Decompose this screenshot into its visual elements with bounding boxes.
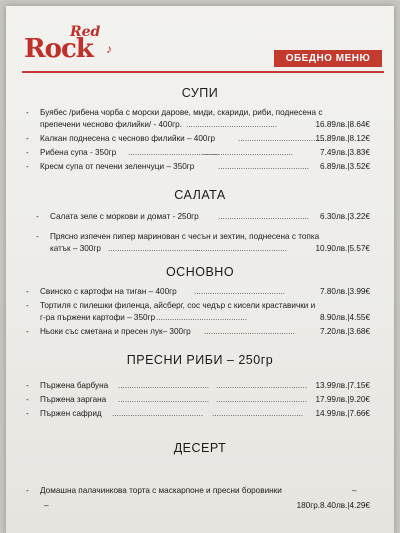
menu-item-main-2: - Тортиля с пилешки филенца, айсберг, сос чедър с кисели краставички и [26,301,316,310]
section-heading-fish: ПРЕСНИ РИБИ – 250гр [126,353,274,367]
menu-item-soup-1: - Буябес /рибена чорба с морски дарове, миди, скариди, риби, поднесена с [26,108,323,117]
menu-item-dessert-1: - Домашна палачинкова торта с маскарпоне и пресни боровинки – [26,486,357,495]
section-heading-main: ОСНОВНО [165,265,235,279]
price: 15.89лв.|8.12€ [315,134,370,143]
menu-item-soup-3: - Рибена супа - 350гр ........................................ ........................................ 7.49лв.|3.83€ [26,148,370,157]
menu-item-soup-2: - Калкан поднесена с чесново филийки – 400гр ........................................ 15.89лв.|8.12€ [26,134,370,143]
menu-item-fish-2: - Пържена заргана ........................................ ........................................ 17.99лв.|9.20€ [26,395,370,404]
price: 13.99лв.|7.15€ [315,381,370,390]
restaurant-logo [22,24,122,70]
price: 10.90лв.|5.57€ [315,244,370,253]
price: 14.99лв.|7.66€ [315,409,370,418]
logo-rock: Rock [24,34,93,64]
section-heading-dessert: ДЕСЕРТ [173,441,227,455]
menu-item-salad-2: - Прясно изпечен пипер маринован с чесън и зехтин, поднесена с топка [36,232,320,241]
logo-red: Red [70,24,101,40]
price: 180гр.8.40лв.|4.29€ [296,501,370,510]
menu-item-fish-3: - Пържен сафрид ........................................ ........................................ 14.99лв.|7.66€ [26,409,370,418]
menu-item-soup-1-cont: препечени чесново филийки/ - 400гр. ........................................ 16.89лв.|8.64€ [40,120,370,129]
menu-item-dessert-1-cont: – 180гр.8.40лв.|4.29€ [44,501,370,510]
section-heading-soups: СУПИ [181,86,219,100]
price: 17.99лв.|9.20€ [315,395,370,404]
menu-item-fish-1: - Пържена барбуна ........................................ ........................................ 13.99лв.|7.15€ [26,381,370,390]
header-divider [22,71,384,73]
menu-item-main-2-cont: г-ра пържени картофи – 350гр ........................................ 8.90лв.|4.55€ [40,313,370,322]
price: 6.30лв.|3.22€ [320,212,370,221]
price: 8.90лв.|4.55€ [320,313,370,322]
menu-item-salad-1: - Салата зеле с моркови и домат - 250гр ........................................ 6.30лв.|3.22€ [36,212,370,221]
menu-item-soup-4: - Кресм супа от печени зеленчуци – 350гр ........................................ 6.89лв.|3.52€ [26,162,370,171]
price: 16.89лв.|8.64€ [315,120,370,129]
menu-item-salad-2-cont: катък – 300гр ........................................ ........................................ 10.90лв.|5.57€ [50,244,370,253]
price: 7.20лв.|3.68€ [320,327,370,336]
price: 7.49лв.|3.83€ [320,148,370,157]
section-heading-salad: САЛАТА [174,188,226,202]
menu-item-main-3: - Ньоки със сметана и пресен лук– 300гр ........................................ 7.20лв.|3.68€ [26,327,370,336]
menu-item-main-1: - Свинско с картофи на тиган – 400гр ........................................ 7.80лв.|3.99€ [26,287,370,296]
price: 6.89лв.|3.52€ [320,162,370,171]
lunch-menu-badge: ОБЕДНО МЕНЮ [274,50,382,67]
price: 7.80лв.|3.99€ [320,287,370,296]
music-note-icon: ♪ [106,42,112,56]
menu-sheet [6,6,394,533]
